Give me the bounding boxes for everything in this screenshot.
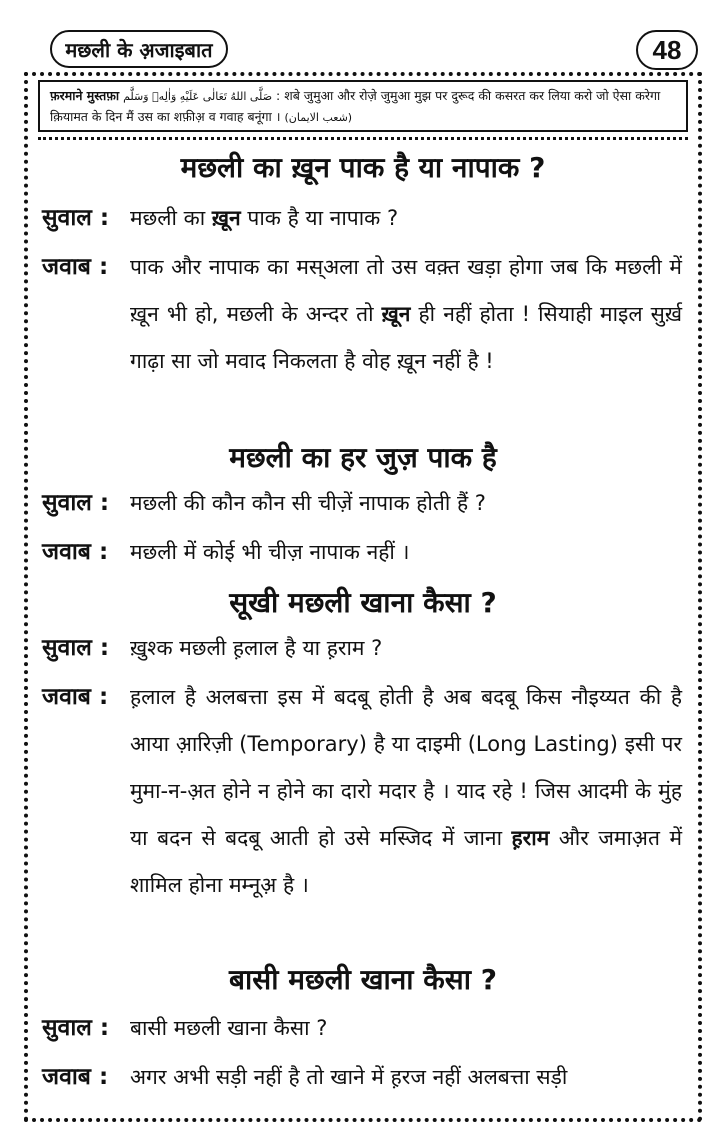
answer-label: जवाब : [42, 539, 109, 565]
answer-row [42, 1054, 682, 1101]
answer-text: ह़लाल है अलबत्ता इस में बदबू होती है अब बदबू किस नौइय्यत की है आया आ़रिज़ी (Temporary) है या दाइमी (Long Lasting) इसी पर मुमा-न-अ़त होने न होने का दारो मदार है । याद रहे ! जिस आदमी के मुंह या बदन से बदबू आती हो उसे मस्जिद में जाना ह़राम और जमाअ़त में शामिल होना मम्नूअ़ है । [130, 685, 682, 897]
question-text: ख़ुश्क मछली ह़लाल है या ह़राम ? [130, 636, 383, 660]
question-row [42, 625, 682, 672]
answer-label: जवाब : [42, 684, 109, 710]
banner-text: : शबे जुमुआ और रोज़े जुमुआ मुझ पर दुरूद की कसरत कर लिया करो जो ऐसा करेगा क़ियामत के दिन मैं उस का शफ़ीअ़ व गवाह बनूंगा । [50, 88, 661, 124]
hadith-banner [38, 80, 688, 132]
answer-text: मछली में कोई भी चीज़ नापाक नहीं । [130, 540, 410, 564]
question-text: बासी मछली खाना कैसा ? [130, 1016, 328, 1040]
question-row [42, 1005, 682, 1052]
answer-label: जवाब : [42, 1064, 109, 1090]
question-label: सुवाल : [42, 490, 110, 516]
answer-row [42, 529, 682, 576]
answer-row [42, 244, 682, 434]
question-label: सुवाल : [42, 205, 110, 231]
banner-lead: फ़रमाने मुस्तफ़ा [50, 88, 120, 103]
section-heading: मछली का हर जुज़ पाक है [229, 441, 497, 474]
page-number: 48 [636, 30, 698, 70]
answer-label: जवाब : [42, 254, 109, 280]
question-text: मछली का ख़ून पाक है या नापाक ? [130, 206, 399, 230]
section-heading: सूखी मछली खाना कैसा ? [229, 586, 497, 619]
section-heading: बासी मछली खाना कैसा ? [229, 963, 497, 996]
question-label: सुवाल : [42, 635, 110, 661]
answer-text: अगर अभी सड़ी नहीं है तो खाने में ह़रज नहीं अलबत्ता सड़ी [130, 1065, 568, 1089]
banner-source: (شعب الایمان) [284, 111, 353, 124]
banner-divider [38, 137, 688, 143]
banner-salawat: صَلَّى اللهُ تَعَالٰى عَلَيْهِ وَاٰلِهٖ وَسَلَّم [123, 90, 273, 103]
question-row [42, 480, 682, 527]
answer-text: पाक और नापाक का मस्अला तो उस वक़्त खड़ा होगा जब कि मछली में ख़ून भी हो, मछली के अन्दर तो ख़ून ही नहीं होता ! सियाही माइल सुर्ख़ गाढ़ा सा जो मवाद निकलता है वोह ख़ून नहीं है ! [130, 255, 683, 373]
section-heading: मछली का ख़ून पाक है या नापाक ? [180, 151, 546, 184]
question-text: मछली की कौन कौन सी चीज़ें नापाक होती हैं ? [130, 491, 486, 515]
question-row [42, 195, 682, 242]
answer-row [42, 674, 682, 964]
book-title: मछली के अ़जाइबात [50, 30, 228, 68]
question-label: सुवाल : [42, 1015, 110, 1041]
